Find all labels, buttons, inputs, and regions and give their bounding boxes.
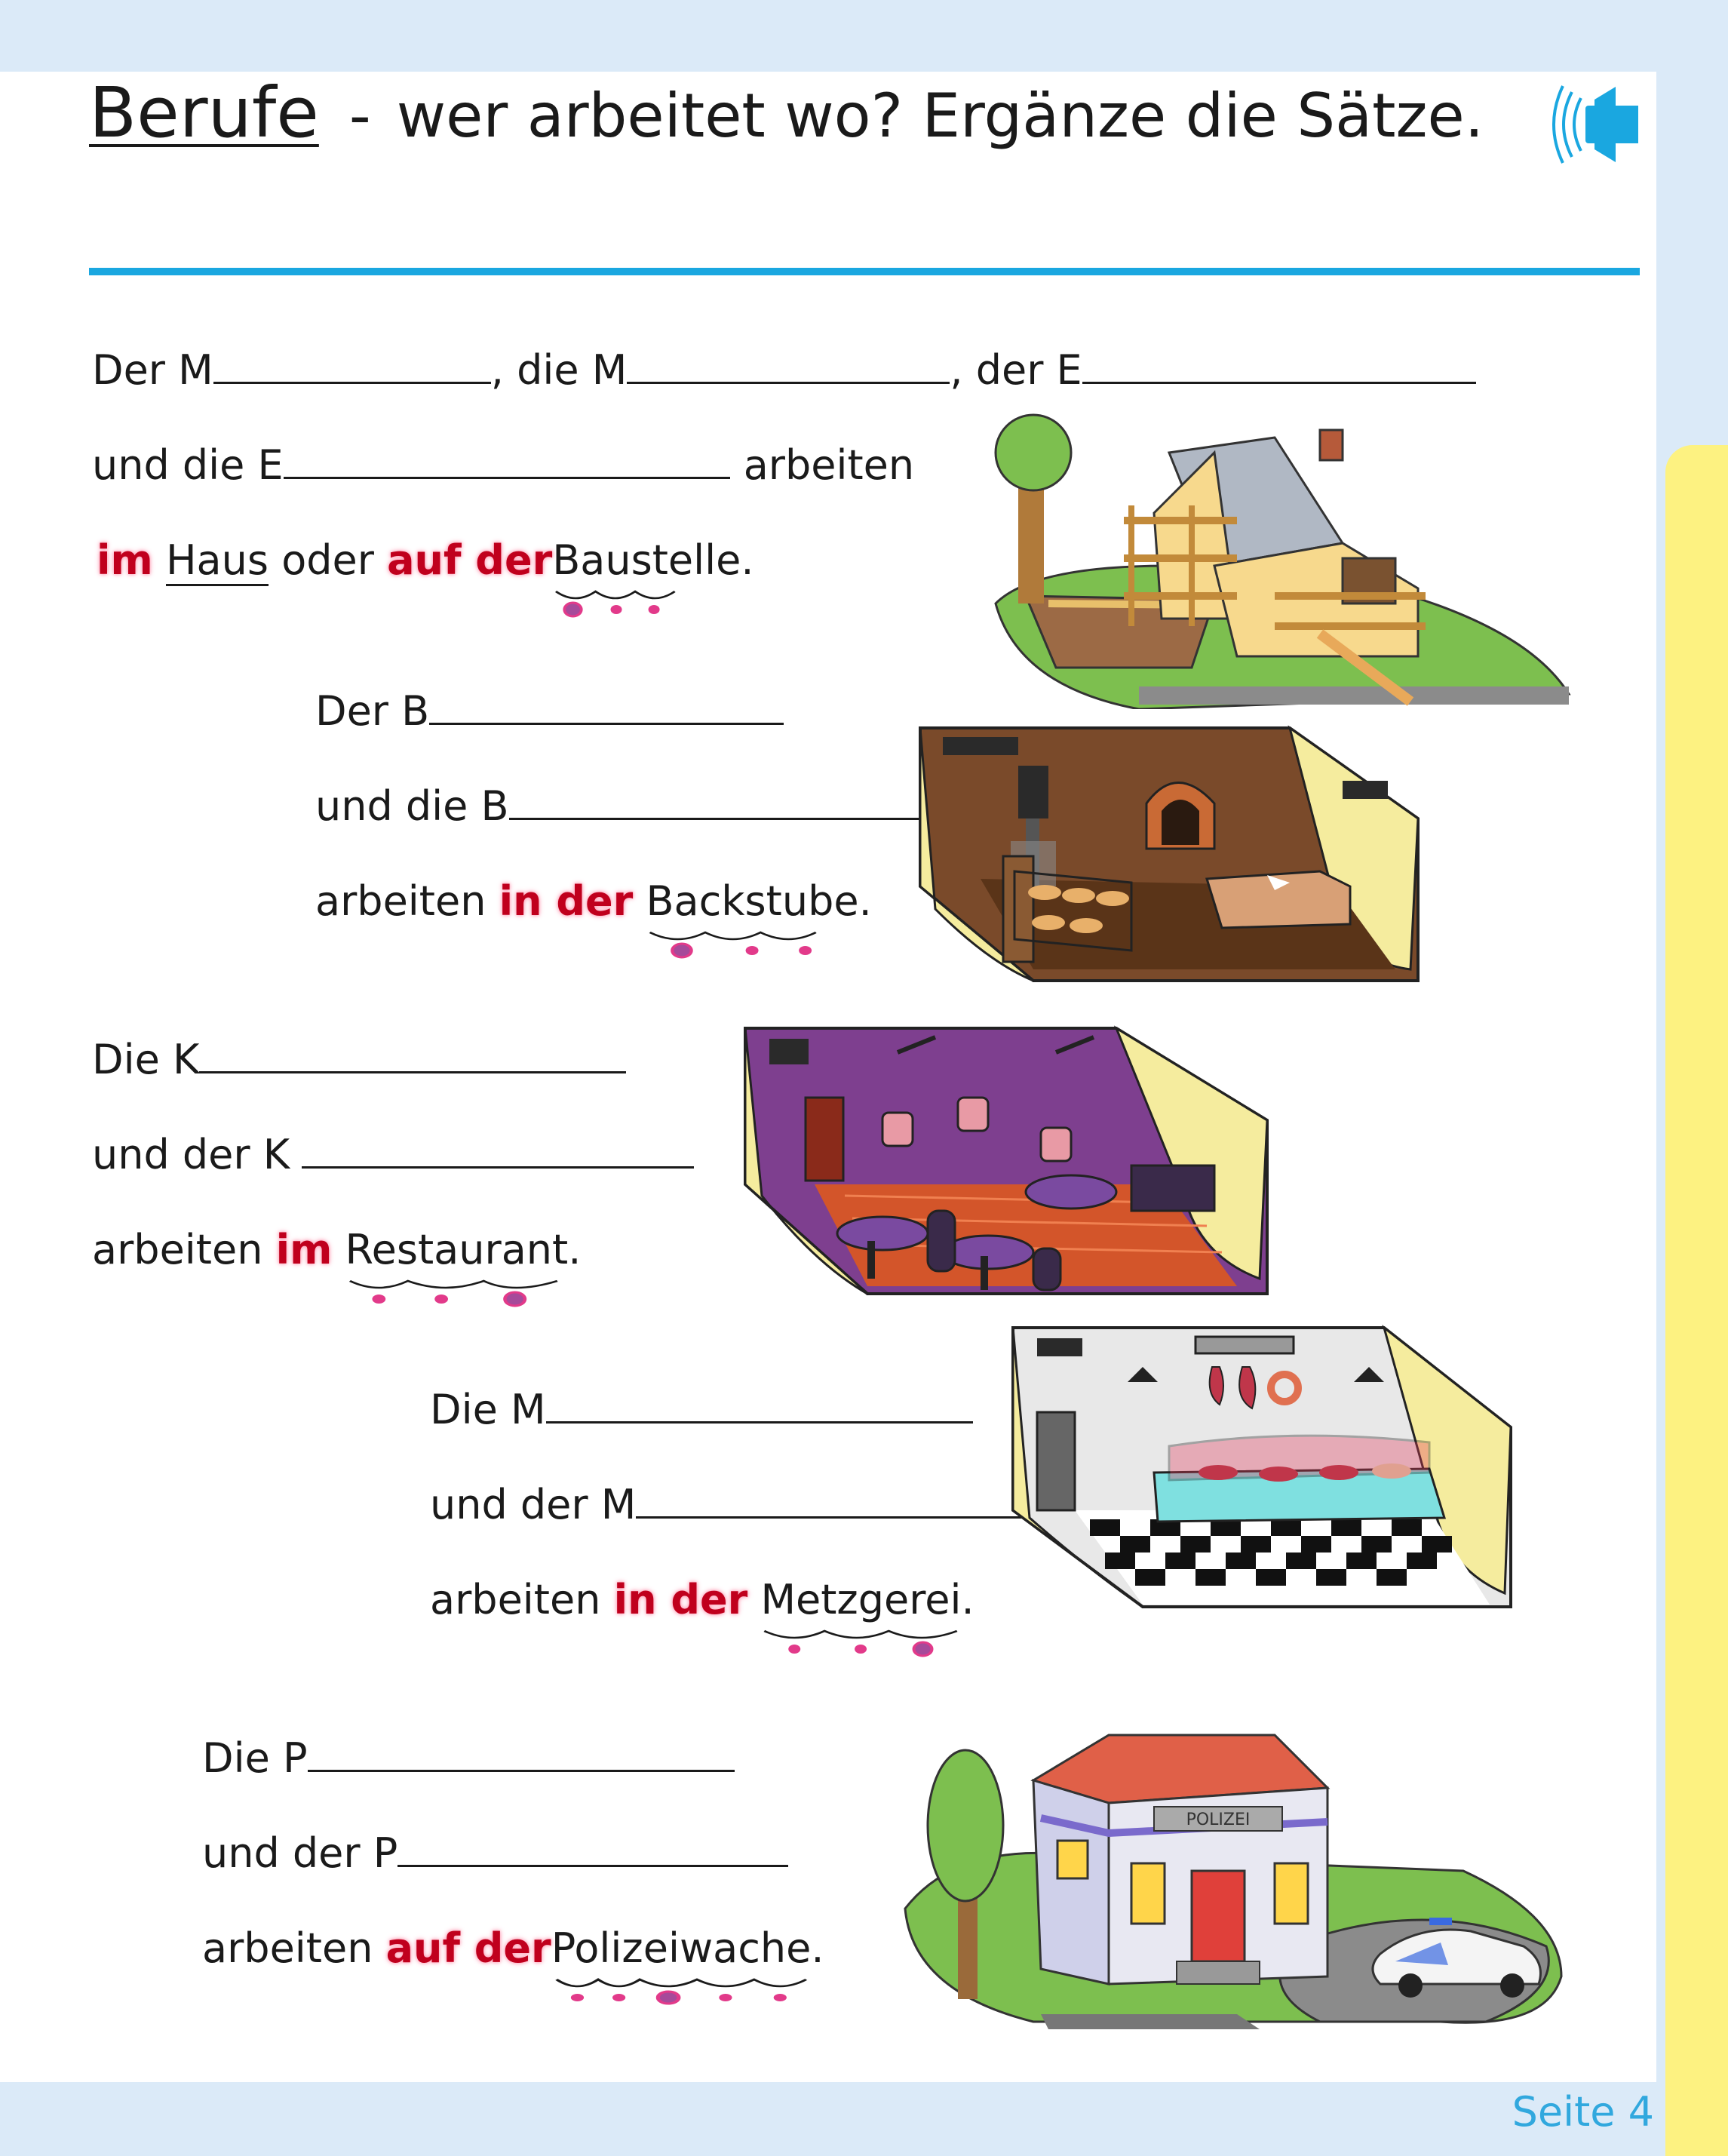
police-station-illustration [898, 1720, 1569, 2037]
answer-blank[interactable] [627, 344, 950, 384]
polizei-line-3: arbeiten auf derPolizeiwache . [202, 1922, 824, 1975]
construction-house-illustration [988, 407, 1576, 709]
syllable-marks [345, 1275, 569, 1308]
answer-blank[interactable] [546, 1384, 973, 1424]
polizei-line-2 [202, 1827, 788, 1880]
prompt-text: Die P [202, 1734, 308, 1782]
place-word: Metzgerei [760, 1574, 961, 1626]
prompt-text: arbeiten [743, 441, 915, 489]
syllable-marks [551, 1973, 812, 2007]
prompt-text: arbeiten [92, 1226, 263, 1273]
restaurant-illustration [739, 1022, 1275, 1298]
butcher-shop-illustration [1007, 1322, 1516, 1612]
metzgerei-line-2 [430, 1479, 1027, 1531]
side-tab [1665, 445, 1728, 2156]
article-highlight: in der [499, 877, 634, 925]
answer-blank[interactable] [302, 1129, 694, 1169]
article-highlight: in der [613, 1576, 748, 1623]
baustelle-line-3: im Haus oder auf derBaustelle . [97, 534, 754, 587]
article-highlight: auf der [385, 1924, 551, 1972]
police-sign-text: POLIZEI [1186, 1810, 1251, 1829]
place-word: Backstube [646, 875, 858, 928]
footer-band [0, 2082, 1665, 2156]
baustelle-line-1 [92, 344, 1476, 397]
prompt-text: , die M [490, 346, 628, 394]
restaurant-line-1 [92, 1033, 626, 1086]
title-instruction: wer arbeitet wo? Ergänze die Sätze. [396, 81, 1484, 151]
backstube-line-3: arbeiten in der Backstube . [315, 875, 872, 928]
prompt-text: Die K [92, 1036, 200, 1083]
title-divider [89, 268, 1640, 275]
answer-blank[interactable] [284, 439, 730, 479]
place-word: Polizeiwache [551, 1922, 812, 1975]
syllable-marks [552, 585, 741, 619]
prompt-text: und die E [92, 441, 284, 489]
answer-blank[interactable] [1082, 344, 1476, 384]
metzgerei-line-3: arbeiten in der Metzgerei . [430, 1574, 974, 1626]
prompt-text: arbeiten [430, 1576, 601, 1623]
polizei-line-1 [202, 1732, 735, 1785]
title-dash: - [348, 81, 371, 151]
speaker-icon[interactable] [1548, 83, 1646, 166]
answer-blank[interactable] [308, 1732, 735, 1772]
prompt-text: und die B [315, 782, 509, 830]
answer-blank[interactable] [213, 344, 491, 384]
syllable-marks [646, 926, 858, 960]
place-word: Baustelle [552, 534, 741, 587]
restaurant-line-2 [92, 1129, 694, 1181]
answer-blank[interactable] [429, 685, 784, 725]
connector-text: oder [281, 536, 374, 584]
prompt-text: und der K [92, 1131, 290, 1178]
place-word: Restaurant [345, 1224, 569, 1276]
article-highlight: im [97, 536, 153, 584]
backstube-line-1 [315, 685, 784, 738]
page-title [89, 68, 1484, 181]
prompt-text: arbeiten [315, 877, 486, 925]
answer-blank[interactable] [397, 1827, 788, 1867]
backstube-line-2 [315, 780, 919, 833]
syllable-marks [760, 1625, 961, 1658]
restaurant-line-3: arbeiten im Restaurant . [92, 1224, 581, 1276]
answer-blank[interactable] [636, 1479, 1027, 1519]
page-number: Seite 4 [1512, 2088, 1654, 2136]
prompt-text: , der E [950, 346, 1082, 394]
prompt-text: und der M [430, 1481, 637, 1528]
answer-blank[interactable] [509, 780, 919, 820]
place-word: Haus [166, 534, 269, 587]
prompt-text: Die M [430, 1386, 546, 1433]
article-highlight: auf der [387, 536, 553, 584]
prompt-text: Der B [315, 687, 430, 735]
title-word: Berufe [89, 72, 319, 153]
answer-blank[interactable] [199, 1033, 626, 1073]
article-highlight: im [275, 1226, 333, 1273]
bakery-illustration [913, 720, 1426, 984]
prompt-text: arbeiten [202, 1924, 373, 1972]
prompt-text: Der M [92, 346, 213, 394]
baustelle-line-2 [92, 439, 914, 492]
metzgerei-line-1 [430, 1384, 973, 1436]
prompt-text: und der P [202, 1829, 398, 1877]
